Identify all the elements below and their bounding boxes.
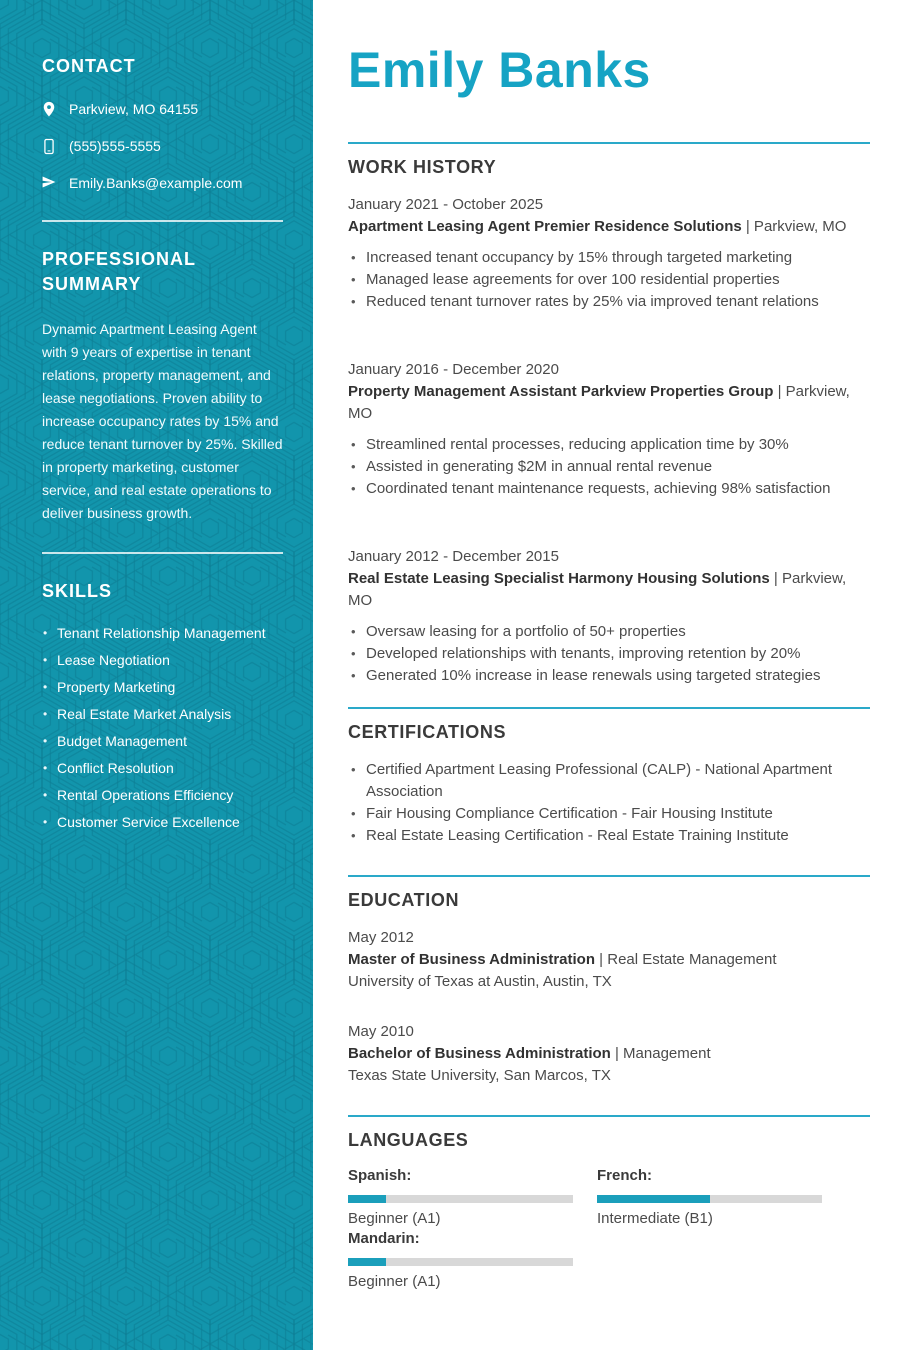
language-progress-track xyxy=(348,1195,573,1203)
job-title xyxy=(348,568,870,612)
job-title-bold: Apartment Leasing Agent Premier Residence Solutions xyxy=(348,218,742,235)
skill-item: • Lease Negotiation xyxy=(42,651,283,670)
sidebar-content xyxy=(0,0,313,832)
education-date: May 2010 xyxy=(348,1023,414,1040)
job-dates: January 2016 - December 2020 xyxy=(348,361,559,378)
languages-heading: LANGUAGES xyxy=(348,1130,469,1150)
contact-item-location xyxy=(42,99,283,119)
education-degree-bold: Bachelor of Business Administration xyxy=(348,1045,611,1062)
certifications-heading: CERTIFICATIONS xyxy=(348,722,507,742)
skill-item: • Conflict Resolution xyxy=(42,759,283,778)
certification-item: • Certified Apartment Leasing Professional (CALP) - National Apartment Association xyxy=(348,759,870,803)
section-divider xyxy=(348,707,870,709)
certifications-list xyxy=(348,759,870,847)
skill-item: • Real Estate Market Analysis xyxy=(42,705,283,724)
job-title xyxy=(348,381,870,425)
location-pin-icon xyxy=(42,101,56,118)
job-bullet: • Increased tenant occupancy by 15% through targeted marketing xyxy=(348,247,870,269)
education-heading: EDUCATION xyxy=(348,890,460,910)
education-school: University of Texas at Austin, Austin, TX xyxy=(348,973,612,990)
skill-item: • Tenant Relationship Management xyxy=(42,624,283,643)
job-entry xyxy=(348,194,870,313)
education-date: May 2012 xyxy=(348,929,414,946)
education-field: | Management xyxy=(610,1045,711,1062)
job-dates: January 2021 - October 2025 xyxy=(348,196,544,213)
contact-item-phone xyxy=(42,136,283,156)
education-entry xyxy=(348,1021,870,1087)
contact-section xyxy=(42,54,283,193)
contact-heading: CONTACT xyxy=(42,56,136,76)
sidebar-divider xyxy=(42,552,283,554)
professional-summary-text: Dynamic Apartment Leasing Agent with 9 years of expertise in tenant relations, property management, and lease negotiations. Proven ability to increase occupancy rates by 15% and reduce tenant turnover by 25%. Skilled in property marketing, customer service, and real estate operations to deliver business growth. xyxy=(42,320,283,521)
sidebar xyxy=(0,0,313,1350)
job-dates: January 2012 - December 2015 xyxy=(348,548,559,565)
language-progress-track xyxy=(597,1195,822,1203)
certification-item: • Real Estate Leasing Certification - Real Estate Training Institute xyxy=(348,825,870,847)
job-location: | Parkview, MO xyxy=(348,383,850,422)
phone-icon xyxy=(42,138,56,155)
job-bullet: • Coordinated tenant maintenance requests, achieving 98% satisfaction xyxy=(348,478,870,500)
job-bullet: • Developed relationships with tenants, improving retention by 20% xyxy=(348,643,870,665)
job-bullet: • Reduced tenant turnover rates by 25% via improved tenant relations xyxy=(348,291,870,313)
send-icon xyxy=(42,175,56,192)
languages-grid xyxy=(348,1167,870,1293)
job-bullet-list xyxy=(348,247,870,313)
contact-item-email xyxy=(42,173,283,193)
language-level: Beginner (A1) xyxy=(348,1273,441,1290)
section-divider xyxy=(348,1115,870,1117)
sidebar-divider xyxy=(42,220,283,222)
certification-item: • Fair Housing Compliance Certification - Fair Housing Institute xyxy=(348,803,870,825)
language-name: Mandarin: xyxy=(348,1230,420,1247)
job-bullet: • Managed lease agreements for over 100 residential properties xyxy=(348,269,870,291)
education-school: Texas State University, San Marcos, TX xyxy=(348,1067,611,1084)
language-progress-fill xyxy=(348,1258,386,1266)
job-title-bold: Property Management Assistant Parkview Properties Group xyxy=(348,383,774,400)
education-degree-bold: Master of Business Administration xyxy=(348,951,595,968)
job-location: | Parkview, MO xyxy=(348,570,847,609)
skills-heading: SKILLS xyxy=(42,580,113,601)
work-history-heading: WORK HISTORY xyxy=(348,157,497,177)
language-progress-fill xyxy=(597,1195,710,1203)
education-degree xyxy=(348,1043,870,1065)
education-field: | Real Estate Management xyxy=(595,951,777,968)
professional-summary-section xyxy=(42,247,283,524)
job-bullet: • Oversaw leasing for a portfolio of 50+ properties xyxy=(348,621,870,643)
job-bullet: • Assisted in generating $2M in annual rental revenue xyxy=(348,456,870,478)
contact-phone-text: (555)555-5555 xyxy=(69,138,161,155)
certifications-section xyxy=(348,722,870,847)
language-level: Beginner (A1) xyxy=(348,1210,441,1227)
section-divider xyxy=(348,875,870,877)
education-entry xyxy=(348,927,870,993)
contact-location-text: Parkview, MO 64155 xyxy=(69,101,199,118)
skill-item: • Budget Management xyxy=(42,732,283,751)
language-item-spanish xyxy=(348,1167,573,1228)
education-section xyxy=(348,890,870,1087)
job-bullet-list xyxy=(348,434,870,500)
language-item-mandarin xyxy=(348,1230,573,1291)
skill-item: • Property Marketing xyxy=(42,678,283,697)
main-content xyxy=(313,0,900,1350)
job-bullet-list xyxy=(348,621,870,687)
job-entry xyxy=(348,359,870,500)
job-title xyxy=(348,216,870,238)
job-entry xyxy=(348,546,870,687)
language-name: French: xyxy=(597,1167,653,1184)
skill-item: • Customer Service Excellence xyxy=(42,813,283,832)
skills-list xyxy=(42,624,283,832)
job-bullet: • Generated 10% increase in lease renewals using targeted strategies xyxy=(348,665,870,687)
job-bullet: • Streamlined rental processes, reducing application time by 30% xyxy=(348,434,870,456)
language-progress-track xyxy=(348,1258,573,1266)
language-name: Spanish: xyxy=(348,1167,412,1184)
section-divider xyxy=(348,142,870,144)
person-name: Emily Banks xyxy=(348,42,651,98)
job-location: | Parkview, MO xyxy=(741,218,847,235)
contact-list xyxy=(42,99,283,193)
language-progress-fill xyxy=(348,1195,386,1203)
work-history-section xyxy=(348,157,870,687)
languages-section xyxy=(348,1130,870,1293)
language-item-french xyxy=(597,1167,822,1228)
skill-item: • Rental Operations Efficiency xyxy=(42,786,283,805)
education-degree xyxy=(348,949,870,971)
contact-email-text: Emily.Banks@example.com xyxy=(69,175,243,192)
job-title-bold: Real Estate Leasing Specialist Harmony Housing Solutions xyxy=(348,570,770,587)
language-level: Intermediate (B1) xyxy=(597,1210,713,1227)
skills-section xyxy=(42,579,283,832)
professional-summary-heading: PROFESSIONAL SUMMARY xyxy=(42,249,196,295)
